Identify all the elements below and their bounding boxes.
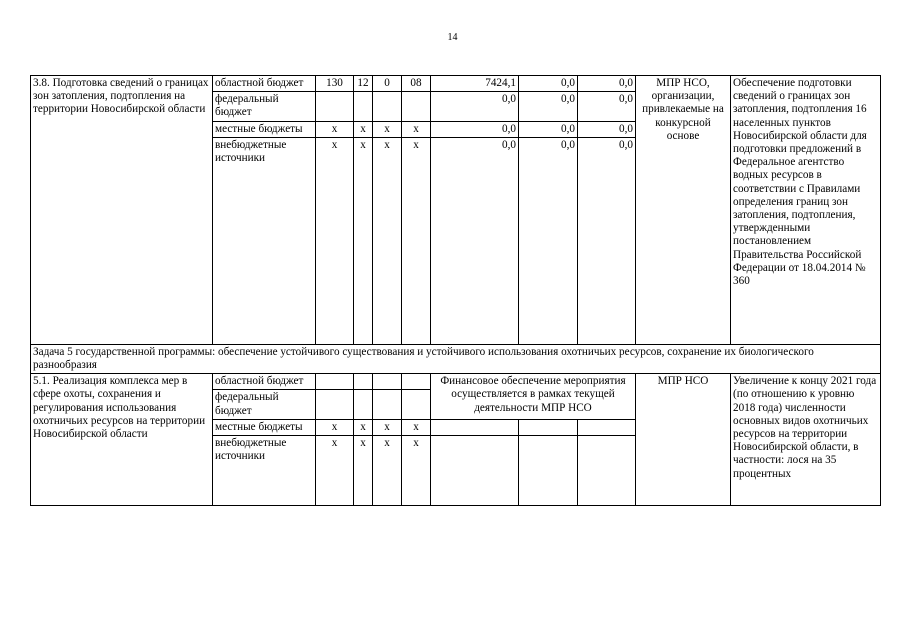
code-cell: х	[316, 137, 354, 344]
code-cell: х	[354, 121, 373, 137]
code-cell: х	[316, 436, 354, 506]
code-cell: х	[373, 436, 402, 506]
measure-name: 3.8. Подготовка сведений о границах зон затопления, подтопления на территории Новосибирской области	[31, 76, 213, 345]
task-heading: Задача 5 государственной программы: обеспечение устойчивого существования и устойчивого использования охотничьих ресурсов, сохранение их биологического разнообразия	[31, 344, 881, 373]
amount-cell: 0,0	[578, 92, 636, 121]
source-label: местные бюджеты	[213, 121, 316, 137]
source-label: внебюджетные источники	[213, 436, 316, 506]
empty-amount-cell	[431, 436, 519, 506]
empty-amount-cell	[519, 419, 578, 435]
code-cell: х	[402, 121, 431, 137]
code-cell: х	[316, 419, 354, 435]
amount-cell: 0,0	[519, 137, 578, 344]
amount-cell: 0,0	[431, 137, 519, 344]
amount-cell: 0,0	[519, 92, 578, 121]
source-label: местные бюджеты	[213, 419, 316, 435]
code-cell	[402, 374, 431, 390]
page-number: 14	[447, 32, 458, 43]
code-cell	[354, 390, 373, 419]
code-cell: х	[402, 137, 431, 344]
amount-cell: 7424,1	[431, 76, 519, 92]
code-cell: х	[373, 137, 402, 344]
code-cell: 130	[316, 76, 354, 92]
amount-cell: 0,0	[578, 137, 636, 344]
code-cell	[316, 374, 354, 390]
code-cell: х	[402, 436, 431, 506]
empty-amount-cell	[519, 436, 578, 506]
executor-cell: МПР НСО	[636, 374, 731, 506]
finance-note: Финансовое обеспечение мероприятия осуществляется в рамках текущей деятельности МПР НСО	[431, 374, 636, 420]
empty-amount-cell	[578, 436, 636, 506]
result-cell: Увеличение к концу 2021 года (по отношению к уровню 2018 года) численности основных видов охотничьих ресурсов на территории Новосибирской области, в частности: лося на 35 процентных	[731, 374, 881, 506]
code-cell	[373, 390, 402, 419]
amount-cell: 0,0	[519, 121, 578, 137]
code-cell	[402, 92, 431, 121]
code-cell: х	[402, 419, 431, 435]
code-cell	[316, 390, 354, 419]
source-label: областной бюджет	[213, 76, 316, 92]
code-cell	[316, 92, 354, 121]
table-row	[31, 76, 881, 92]
source-label: федеральный бюджет	[213, 92, 316, 121]
source-label: областной бюджет	[213, 374, 316, 390]
code-cell: 08	[402, 76, 431, 92]
result-cell: Обеспечение подготовки сведений о границах зон затопления, подтопления 16 населенных пунктов Новосибирской области для подготовки предложений в Федеральное агентство водных ресурсов в соответствии с Правилами определения границ зон затопления, подтопления, утвержденными постановлением Правительства Российской Федерации от 18.04.2014 № 360	[731, 76, 881, 345]
amount-cell: 0,0	[578, 76, 636, 92]
empty-amount-cell	[431, 419, 519, 435]
executor-cell: МПР НСО, организации, привлекаемые на конкурсной основе	[636, 76, 731, 345]
code-cell	[402, 390, 431, 419]
empty-amount-cell	[578, 419, 636, 435]
source-label: внебюджетные источники	[213, 137, 316, 344]
code-cell: х	[373, 121, 402, 137]
code-cell: 12	[354, 76, 373, 92]
code-cell: х	[354, 436, 373, 506]
task-row	[31, 344, 881, 373]
code-cell	[373, 374, 402, 390]
code-cell	[354, 92, 373, 121]
code-cell: х	[354, 419, 373, 435]
amount-cell: 0,0	[431, 92, 519, 121]
table-row	[31, 374, 881, 390]
code-cell: х	[316, 121, 354, 137]
code-cell: х	[373, 419, 402, 435]
amount-cell: 0,0	[519, 76, 578, 92]
code-cell	[354, 374, 373, 390]
program-table	[30, 75, 881, 506]
amount-cell: 0,0	[578, 121, 636, 137]
code-cell: х	[354, 137, 373, 344]
measure-name: 5.1. Реализация комплекса мер в сфере охоты, сохранения и регулирования использования охотничьих ресурсов на территории Новосибирской области	[31, 374, 213, 506]
source-label: федеральный бюджет	[213, 390, 316, 419]
code-cell	[373, 92, 402, 121]
code-cell: 0	[373, 76, 402, 92]
amount-cell: 0,0	[431, 121, 519, 137]
